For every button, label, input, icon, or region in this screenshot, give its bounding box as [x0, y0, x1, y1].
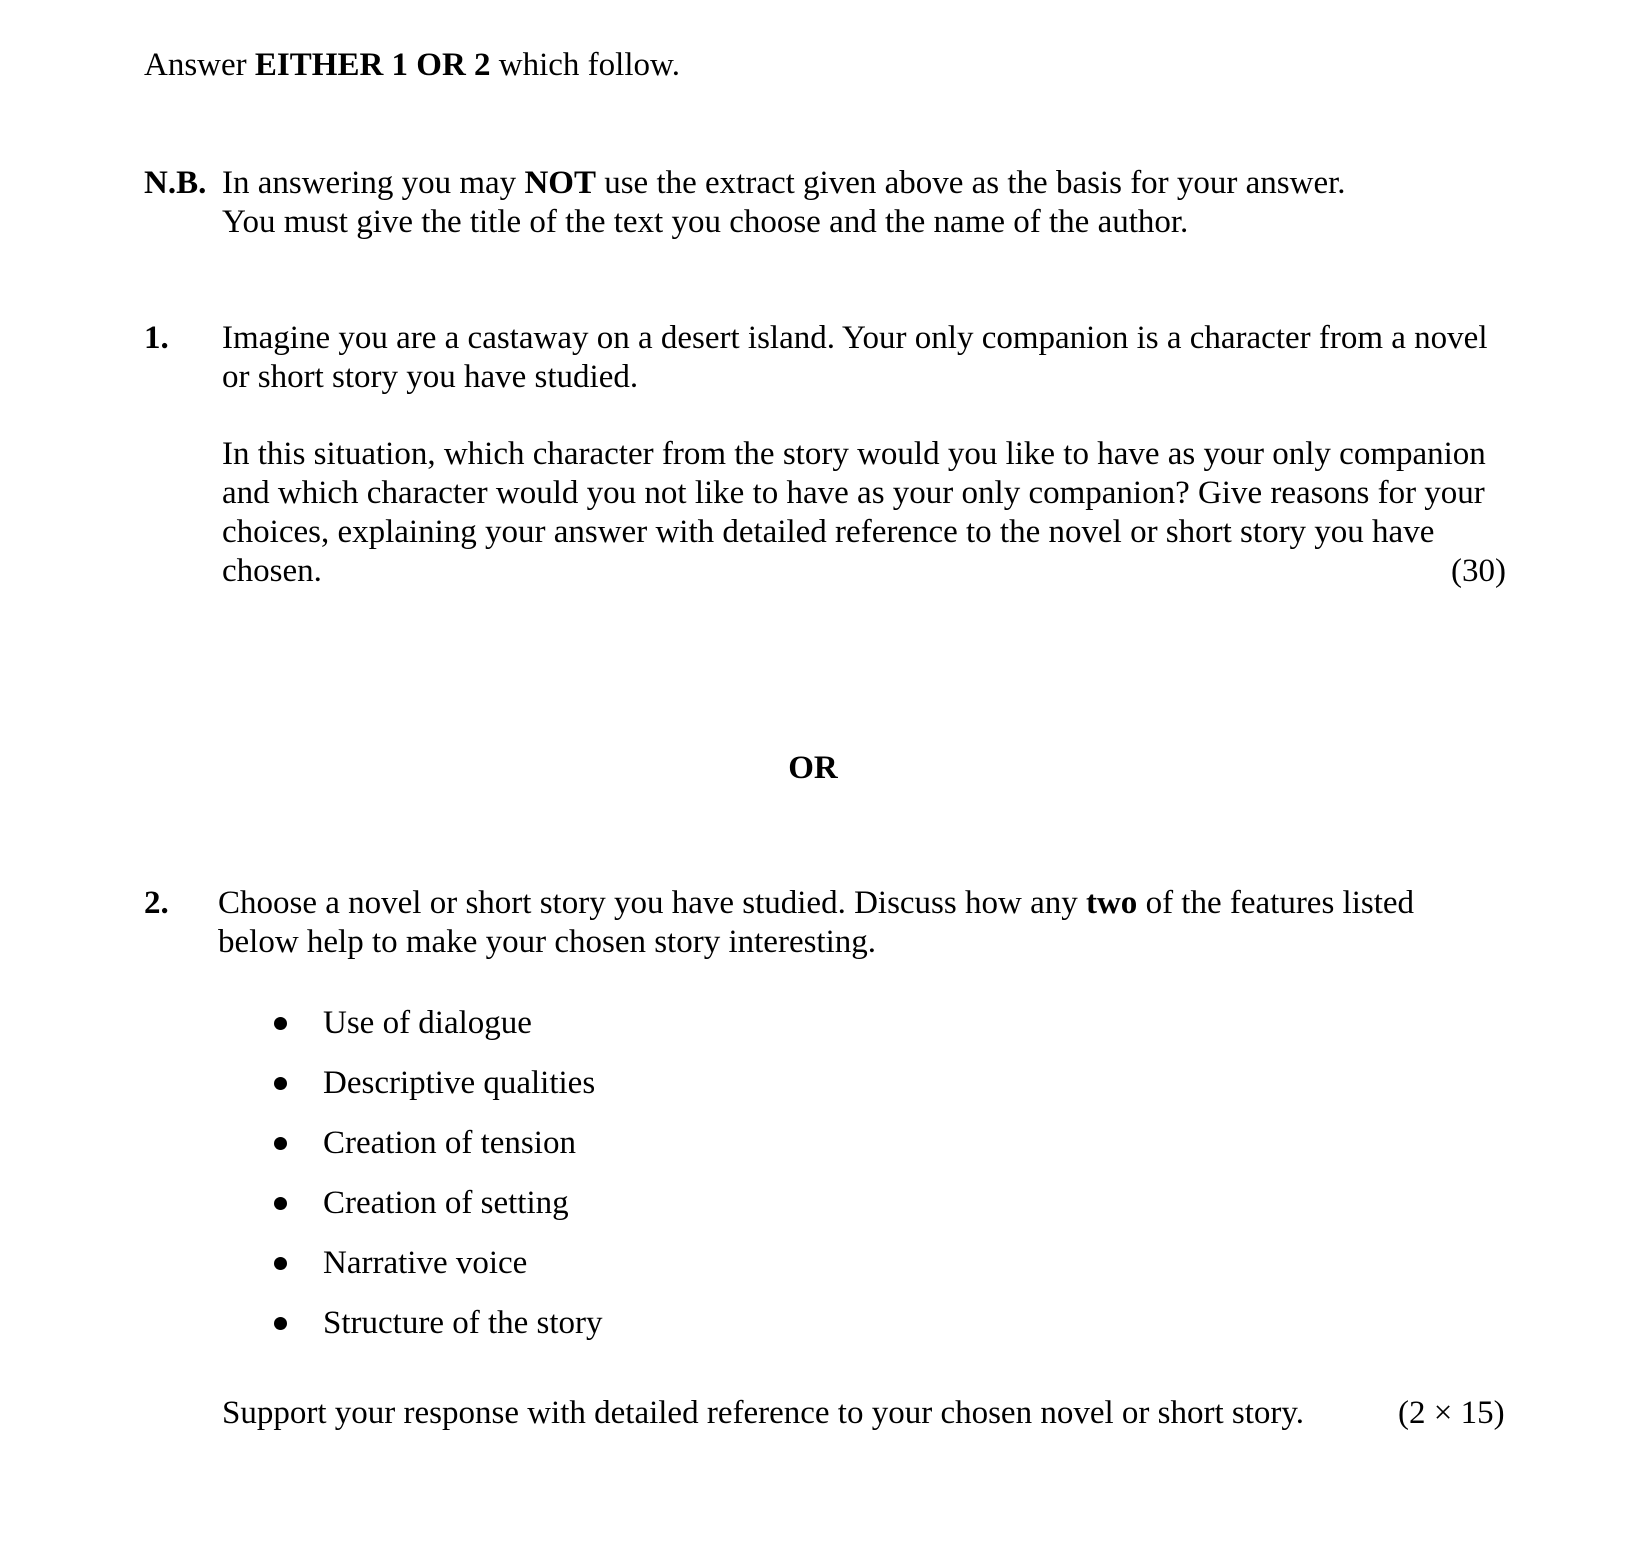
- question-2-number: 2.: [144, 885, 169, 921]
- question-1-p1-line2: or short story you have studied.: [222, 359, 639, 395]
- feature-item: Creation of tension: [323, 1125, 576, 1161]
- bullet-icon: [274, 1017, 287, 1030]
- bullet-icon: [274, 1137, 287, 1150]
- bullet-icon: [274, 1317, 287, 1330]
- question-1-p2-line4: chosen.: [222, 553, 322, 589]
- instruction-suffix: which follow.: [490, 47, 680, 83]
- nb-line-2: You must give the title of the text you choose and the name of the author.: [222, 204, 1189, 240]
- bullet-icon: [274, 1077, 287, 1090]
- question-2-line2: below help to make your chosen story interesting.: [218, 924, 877, 960]
- instruction-prefix: Answer: [144, 47, 255, 83]
- question-1-p2-line3: choices, explaining your answer with detailed reference to the novel or short story you have: [222, 514, 1435, 550]
- bullet-icon: [274, 1257, 287, 1270]
- feature-item: Descriptive qualities: [323, 1065, 596, 1101]
- question-1-number: 1.: [144, 320, 169, 356]
- question-1-marks: (30): [1451, 553, 1506, 589]
- feature-item: Narrative voice: [323, 1245, 528, 1281]
- feature-item: Structure of the story: [323, 1305, 603, 1341]
- question-2-two-bold: two: [1085, 885, 1138, 921]
- nb-line-1: In answering you may NOT use the extract given above as the basis for your answer.: [222, 165, 1346, 201]
- question-1-p2-line2: and which character would you not like to have as your only companion? Give reasons for your: [222, 475, 1485, 511]
- instruction-line: [144, 46, 680, 84]
- nb-not-bold: NOT: [524, 165, 596, 201]
- question-2-marks: (2 × 15): [1398, 1395, 1505, 1431]
- feature-item: Use of dialogue: [323, 1005, 532, 1041]
- question-1-p1-line1: Imagine you are a castaway on a desert island. Your only companion is a character from a novel: [222, 320, 1488, 356]
- bullet-icon: [274, 1197, 287, 1210]
- or-divider: OR: [788, 750, 838, 786]
- question-2-support: Support your response with detailed reference to your chosen novel or short story.: [222, 1395, 1304, 1431]
- question-1-p2-line1: In this situation, which character from the story would you like to have as your only companion: [222, 436, 1486, 472]
- feature-item: Creation of setting: [323, 1185, 569, 1221]
- nb-label: N.B.: [144, 165, 207, 201]
- question-2-line1: Choose a novel or short story you have studied. Discuss how any two of the features listed: [218, 885, 1415, 921]
- instruction-bold: EITHER 1 OR 2: [254, 47, 491, 83]
